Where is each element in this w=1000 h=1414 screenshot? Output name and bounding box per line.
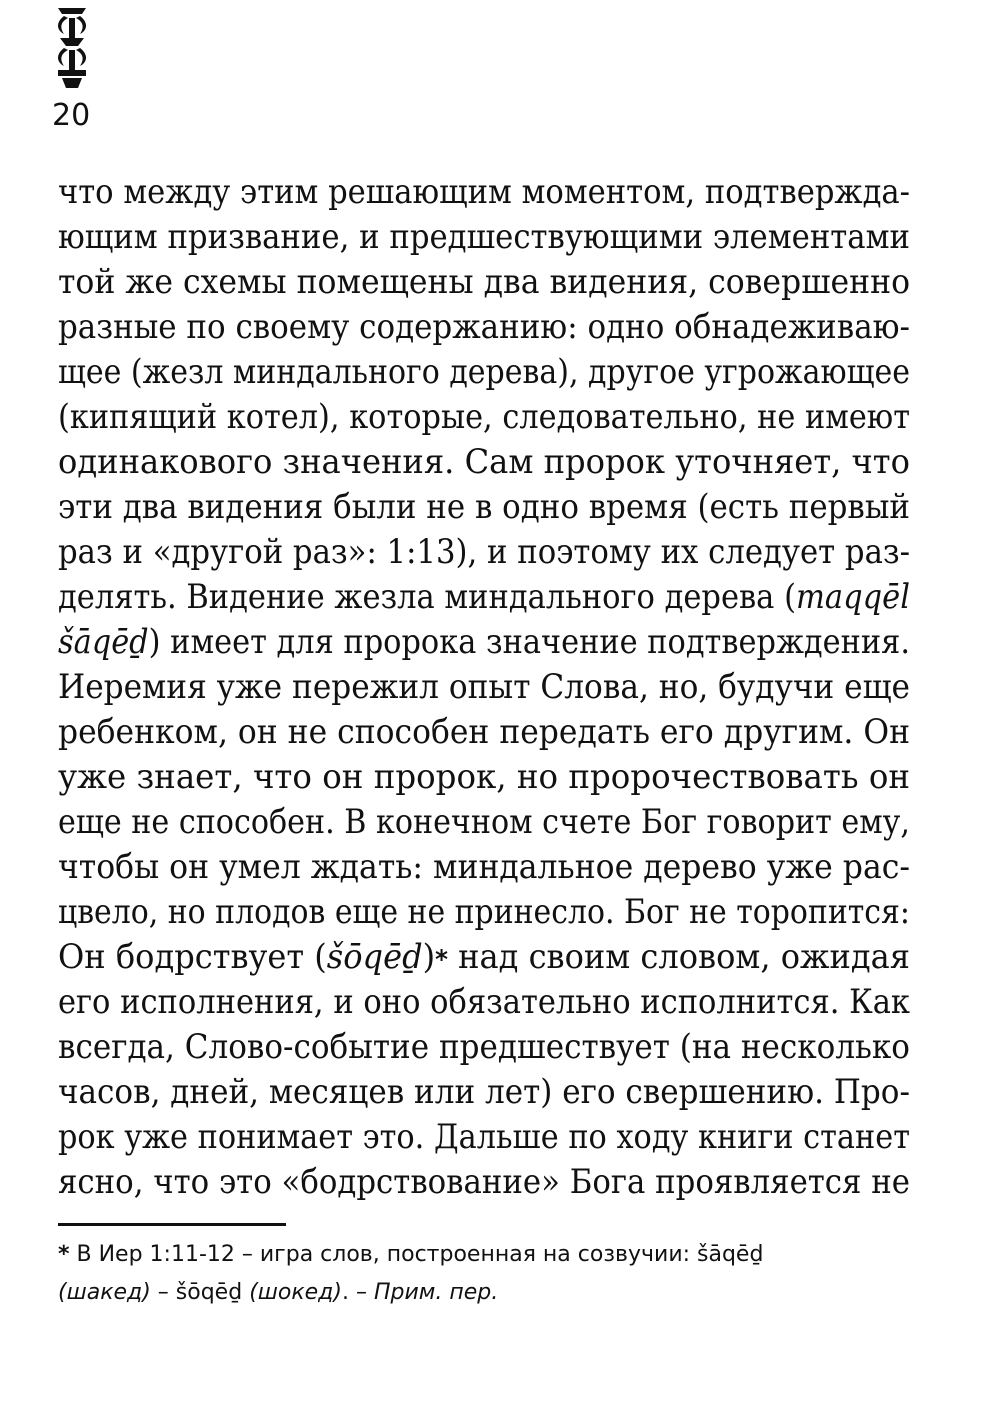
text-span: делять. Видение жезла миндального дерева (	[58, 577, 796, 617]
page-number: 20	[52, 98, 91, 133]
text-line	[58, 665, 910, 710]
text-line	[58, 350, 910, 395]
text-line	[58, 485, 910, 530]
text-span: уже знает, что он пророк, но пророчествовать он	[58, 757, 910, 797]
text-line	[58, 575, 910, 620]
text-span: часов, дней, месяцев или лет) его свершению. Про-	[58, 1072, 910, 1112]
text-line	[58, 1115, 910, 1160]
text-span: ясно, что это «бодрствование» Бога проявляется не	[58, 1162, 910, 1202]
text-line	[58, 755, 910, 800]
text-line	[58, 305, 910, 350]
text-span: всегда, Слово-событие предшествует (на несколько	[58, 1027, 910, 1067]
text-line	[58, 935, 910, 980]
text-line	[58, 170, 910, 215]
footnote-text: (шакед)	[58, 1280, 151, 1305]
text-span: раз и «другой раз»: 1:13), и поэтому их следует раз-	[58, 532, 910, 572]
text-line	[58, 440, 910, 485]
text-span: разные по своему содержанию: одно обнадеживаю-	[58, 307, 910, 347]
footnote-text: – šōqēḏ	[150, 1280, 250, 1305]
text-span: эти два видения были не в одно время (есть первый	[58, 487, 910, 527]
footnote-text: . –	[341, 1280, 374, 1305]
footnote-line	[58, 1236, 918, 1274]
text-span: )	[422, 937, 436, 977]
text-span: ребенком, он не способен передать его другим. Он	[58, 712, 910, 752]
text-line	[58, 620, 910, 665]
translator-note: Прим. пер.	[373, 1280, 499, 1305]
text-line	[58, 260, 910, 305]
body-text	[58, 170, 910, 1205]
text-line	[58, 890, 910, 935]
transliteration: šāqēḏ	[58, 622, 149, 662]
text-line	[58, 800, 910, 845]
footnote-marker[interactable]: *	[435, 945, 448, 975]
text-line	[58, 215, 910, 260]
text-span: рок уже понимает это. Дальше по ходу книги станет	[58, 1117, 910, 1157]
text-span: еще не способен. В конечном счете Бог говорит ему,	[58, 802, 910, 842]
text-span: Иеремия уже пережил опыт Слова, но, будучи еще	[58, 667, 910, 707]
text-span: его исполнения, и оно обязательно исполнится. Как	[58, 982, 910, 1022]
footnote-divider	[58, 1223, 286, 1226]
text-span: ) имеет для пророка значение подтверждения.	[148, 622, 910, 662]
text-span: что между этим решающим моментом, подтвержда-	[58, 172, 910, 212]
transliteration: maqqēl	[795, 577, 910, 617]
footnote	[58, 1236, 918, 1312]
text-span: чтобы он умел ждать: миндальное дерево уже рас-	[58, 847, 910, 887]
footnote-text: (шокед)	[249, 1280, 342, 1305]
ornament-icon	[52, 6, 92, 90]
footnote-line	[58, 1274, 918, 1312]
text-span: цвело, но плодов еще не принесло. Бог не торопится:	[58, 892, 910, 932]
text-line	[58, 980, 910, 1025]
text-line	[58, 710, 910, 755]
text-line	[58, 530, 910, 575]
text-span: ющим призвание, и предшествующими элементами	[58, 217, 910, 257]
text-span: (кипящий котел), которые, следовательно, не имеют	[58, 397, 910, 437]
footnote-marker: *	[58, 1242, 70, 1267]
text-span: щее (жезл миндального дерева), другое угрожающее	[58, 352, 910, 392]
text-line	[58, 1070, 910, 1115]
text-span: одинакового значения. Сам пророк уточняет, что	[58, 442, 910, 482]
text-line	[58, 845, 910, 890]
text-line	[58, 1160, 910, 1205]
transliteration: šōqēḏ	[326, 937, 423, 977]
text-line	[58, 395, 910, 440]
text-span: той же схемы помещены два видения, совершенно	[58, 262, 910, 302]
text-line	[58, 1025, 910, 1070]
text-span: над своим словом, ожидая	[447, 937, 910, 977]
text-span: Он бодрствует (	[58, 937, 327, 977]
footnote-text: В Иер 1:11-12 – игра слов, построенная на созвучии: šāqēḏ	[69, 1242, 764, 1267]
